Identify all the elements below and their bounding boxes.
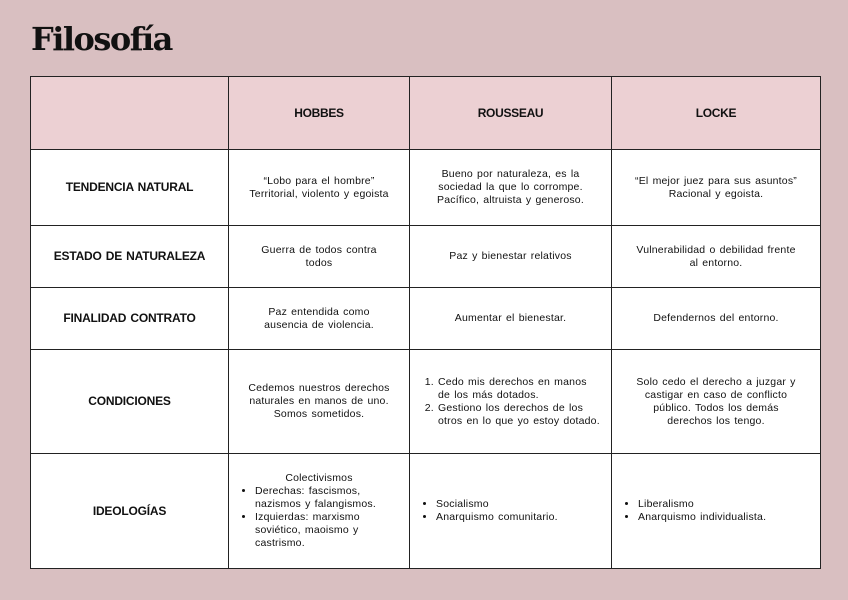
cell-rousseau-ideologias: [410, 454, 612, 569]
list-item: • Liberalismo: [638, 498, 810, 511]
cell-locke-estado: [612, 226, 821, 288]
ideology-heading: Colectivismos: [285, 472, 353, 484]
cell-line: Bueno por naturaleza, es la: [441, 168, 580, 180]
cell-line: Cedemos nuestros derechos: [248, 382, 390, 394]
cell-line: castigar en caso de conflicto: [644, 388, 788, 401]
cell-line: Paz y bienestar relativos: [449, 250, 572, 262]
cell-rousseau-estado: [410, 226, 612, 288]
list-item: • Izquierdas: marxismo soviético, maoismo y castrismo.: [255, 511, 399, 550]
cell-rousseau-condiciones: [410, 350, 612, 454]
cell-line: naturales en manos de uno.: [249, 395, 389, 407]
cell-line: derechos los tengo.: [667, 414, 765, 427]
cell-line: sociedad la que lo corrompe.: [438, 181, 583, 193]
cell-locke-tendencia: [612, 150, 821, 226]
comparison-table: [30, 76, 821, 569]
page-title: Filosofía: [31, 20, 172, 58]
cell-rousseau-tendencia: [410, 150, 612, 226]
table-row: [31, 288, 821, 350]
cell-line: Aumentar el bienestar.: [454, 312, 567, 324]
cell-line: Somos sometidos.: [273, 408, 365, 420]
row-label-condiciones: CONDICIONES: [31, 350, 229, 454]
table-row: [31, 454, 821, 569]
table-row: [31, 226, 821, 288]
numbered-list: [420, 376, 601, 428]
list-item: 1. Cedo mis derechos en manos de los más dotados.: [438, 376, 601, 402]
cell-hobbes-tendencia: [229, 150, 410, 226]
cell-hobbes-condiciones: [229, 350, 410, 454]
bullet-list: [622, 498, 810, 524]
cell-line: todos: [305, 256, 333, 269]
cell-line: Territorial, violento y egoista: [249, 187, 389, 200]
cell-line: Vulnerabilidad o debilidad frente: [636, 243, 796, 256]
cell-hobbes-estado: [229, 226, 410, 288]
cell-line: Racional y egoista.: [668, 187, 764, 200]
bullet-list: [420, 498, 601, 524]
row-label-estado-naturaleza: ESTADO DE NATURALEZA: [31, 226, 229, 288]
table-row: [31, 350, 821, 454]
corner-header-cell: [31, 77, 229, 150]
list-item: 2. Gestiono los derechos de los otros en lo que yo estoy dotado.: [438, 402, 601, 428]
row-label-tendencia-natural: TENDENCIA NATURAL: [31, 150, 229, 226]
cell-line: Solo cedo el derecho a juzgar y: [636, 375, 796, 388]
row-label-ideologias: IDEOLOGÍAS: [31, 454, 229, 569]
cell-line: público. Todos los demás: [653, 401, 779, 414]
table-header-row: [31, 77, 821, 150]
list-item: • Anarquismo comunitario.: [436, 511, 601, 524]
column-header-hobbes: HOBBES: [229, 77, 410, 150]
cell-locke-ideologias: [612, 454, 821, 569]
cell-hobbes-finalidad: [229, 288, 410, 350]
cell-locke-finalidad: [612, 288, 821, 350]
table-row: [31, 150, 821, 226]
cell-hobbes-ideologias: [229, 454, 410, 569]
cell-line: Pacífico, altruista y generoso.: [437, 194, 584, 206]
column-header-locke: LOCKE: [612, 77, 821, 150]
list-item: • Anarquismo individualista.: [638, 511, 810, 524]
cell-line: ausencia de violencia.: [264, 318, 374, 331]
cell-locke-condiciones: [612, 350, 821, 454]
cell-line: Defendernos del entorno.: [653, 312, 779, 324]
list-item: • Socialismo: [436, 498, 601, 511]
cell-line: al entorno.: [689, 256, 743, 269]
cell-line: Guerra de todos contra: [261, 243, 377, 256]
cell-line: “Lobo para el hombre”: [263, 174, 375, 187]
cell-line: “El mejor juez para sus asuntos”: [635, 174, 797, 187]
list-item: • Derechas: fascismos, nazismos y falangismos.: [255, 485, 399, 511]
column-header-rousseau: ROUSSEAU: [410, 77, 612, 150]
cell-line: Paz entendida como: [268, 305, 370, 318]
bullet-list: [239, 485, 399, 550]
cell-rousseau-finalidad: [410, 288, 612, 350]
row-label-finalidad-contrato: FINALIDAD CONTRATO: [31, 288, 229, 350]
